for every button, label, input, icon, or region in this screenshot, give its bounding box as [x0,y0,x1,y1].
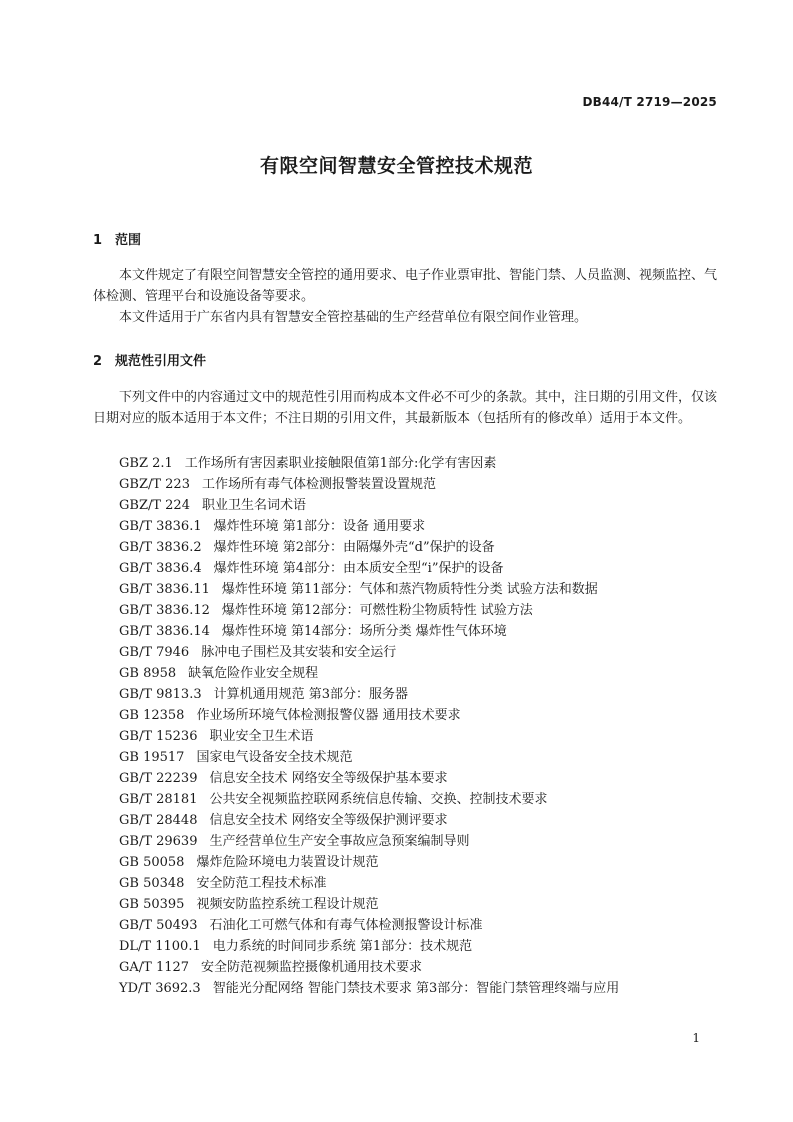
reference-code: GB/T 3836.1 [119,519,202,534]
reference-item [119,936,619,957]
reference-title: 爆炸性环境 第12部分：可燃性粉尘物质特性 试验方法 [221,603,533,618]
reference-code: GB/T 3836.11 [119,582,210,597]
reference-item [119,684,619,705]
reference-title: 职业卫生名词术语 [201,498,306,513]
reference-item [119,915,619,936]
reference-title: 爆炸性环境 第4部分：由本质安全型“i”保护的设备 [213,561,504,576]
reference-title: 爆炸性环境 第1部分：设备 通用要求 [213,519,426,534]
section-title: 范围 [115,233,142,248]
reference-code: GB/T 7946 [119,645,190,660]
reference-title: 信息安全技术 网络安全等级保护测评要求 [209,813,448,828]
section-number: 2 [93,354,103,369]
section-title: 规范性引用文件 [115,354,207,369]
reference-code: GB/T 3836.14 [119,624,210,639]
section-heading-normative-references [93,350,206,369]
reference-title: 信息安全技术 网络安全等级保护基本要求 [209,771,448,786]
reference-title: 缺氧危险作业安全规程 [188,666,319,681]
reference-item [119,621,619,642]
reference-title: 国家电气设备安全技术规范 [196,750,353,765]
reference-code: GB 50058 [119,855,185,870]
reference-item [119,705,619,726]
reference-title: 智能光分配网络 智能门禁技术要求 第3部分：智能门禁管理终端与应用 [212,981,620,996]
reference-code: GB 50395 [119,897,185,912]
reference-item [119,516,619,537]
reference-code: GB/T 15236 [119,729,198,744]
reference-title: 爆炸性环境 第11部分：气体和蒸汽物质特性分类 试验方法和数据 [221,582,598,597]
reference-title: 工作场所有毒气体检测报警装置设置规范 [201,477,436,492]
reference-list [119,453,619,999]
reference-item [119,663,619,684]
references-intro-paragraph: 下列文件中的内容通过文中的规范性引用而构成本文件必不可少的条款。其中，注日期的引用文件，仅该日期对应的版本适用于本文件；不注日期的引用文件，其最新版本（包括所有的修改单）适用于本文件。 [93,390,718,426]
section-number: 1 [93,233,103,248]
reference-item [119,873,619,894]
reference-item [119,600,619,621]
reference-item [119,558,619,579]
reference-code: GB/T 9813.3 [119,687,202,702]
reference-code: GB/T 29639 [119,834,198,849]
reference-item [119,642,619,663]
reference-item [119,957,619,978]
reference-item [119,537,619,558]
reference-title: 脉冲电子围栏及其安装和安全运行 [201,645,397,660]
reference-item [119,810,619,831]
reference-code: GBZ/T 224 [119,498,190,513]
reference-code: GB/T 3836.2 [119,540,202,555]
reference-item [119,726,619,747]
scope-paragraph-1: 本文件规定了有限空间智慧安全管控的通用要求、电子作业票审批、智能门禁、人员监测、视频监控、气体检测、管理平台和设施设备等要求。 [93,268,718,304]
reference-code: GB 12358 [119,708,185,723]
reference-code: GB/T 28448 [119,813,198,828]
reference-item [119,768,619,789]
reference-item [119,894,619,915]
reference-code: GA/T 1127 [119,960,190,975]
reference-code: GBZ/T 223 [119,477,190,492]
reference-title: 职业安全卫生术语 [209,729,314,744]
reference-code: GB/T 28181 [119,792,198,807]
reference-item [119,747,619,768]
reference-item [119,789,619,810]
reference-title: 爆炸性环境 第2部分：由隔爆外壳“d”保护的设备 [213,540,495,555]
scope-paragraph-2: 本文件适用于广东省内具有智慧安全管控基础的生产经营单位有限空间作业管理。 [119,310,588,325]
section-heading-scope [93,229,141,248]
reference-item [119,852,619,873]
reference-code: GB 8958 [119,666,177,681]
reference-title: 生产经营单位生产安全事故应急预案编制导则 [209,834,470,849]
reference-code: GB/T 3836.4 [119,561,202,576]
document-code: DB44/T 2719—2025 [582,95,717,109]
reference-title: 视频安防监控系统工程设计规范 [196,897,379,912]
reference-code: GB 50348 [119,876,185,891]
reference-title: 爆炸危险环境电力装置设计规范 [196,855,379,870]
reference-title: 安全防范视频监控摄像机通用技术要求 [201,960,423,975]
reference-item [119,474,619,495]
reference-item [119,453,619,474]
reference-code: GBZ 2.1 [119,456,173,471]
reference-item [119,978,619,999]
reference-title: 公共安全视频监控联网系统信息传输、交换、控制技术要求 [209,792,548,807]
reference-title: 石油化工可燃气体和有毒气体检测报警设计标准 [209,918,483,933]
reference-code: DL/T 1100.1 [119,939,201,954]
reference-title: 爆炸性环境 第14部分：场所分类 爆炸性气体环境 [221,624,507,639]
reference-code: GB/T 3836.12 [119,603,210,618]
reference-title: 电力系统的时间同步系统 第1部分：技术规范 [212,939,473,954]
reference-code: GB/T 22239 [119,771,198,786]
reference-code: YD/T 3692.3 [119,981,201,996]
reference-title: 作业场所环境气体检测报警仪器 通用技术要求 [196,708,461,723]
page-title: 有限空间智慧安全管控技术规范 [259,155,533,177]
reference-title: 安全防范工程技术标准 [196,876,327,891]
page-number: 1 [692,1031,700,1045]
reference-title: 工作场所有害因素职业接触限值第1部分:化学有害因素 [184,456,497,471]
reference-item [119,495,619,516]
reference-item [119,579,619,600]
reference-item [119,831,619,852]
reference-code: GB 19517 [119,750,185,765]
reference-code: GB/T 50493 [119,918,198,933]
reference-title: 计算机通用规范 第3部分：服务器 [213,687,409,702]
